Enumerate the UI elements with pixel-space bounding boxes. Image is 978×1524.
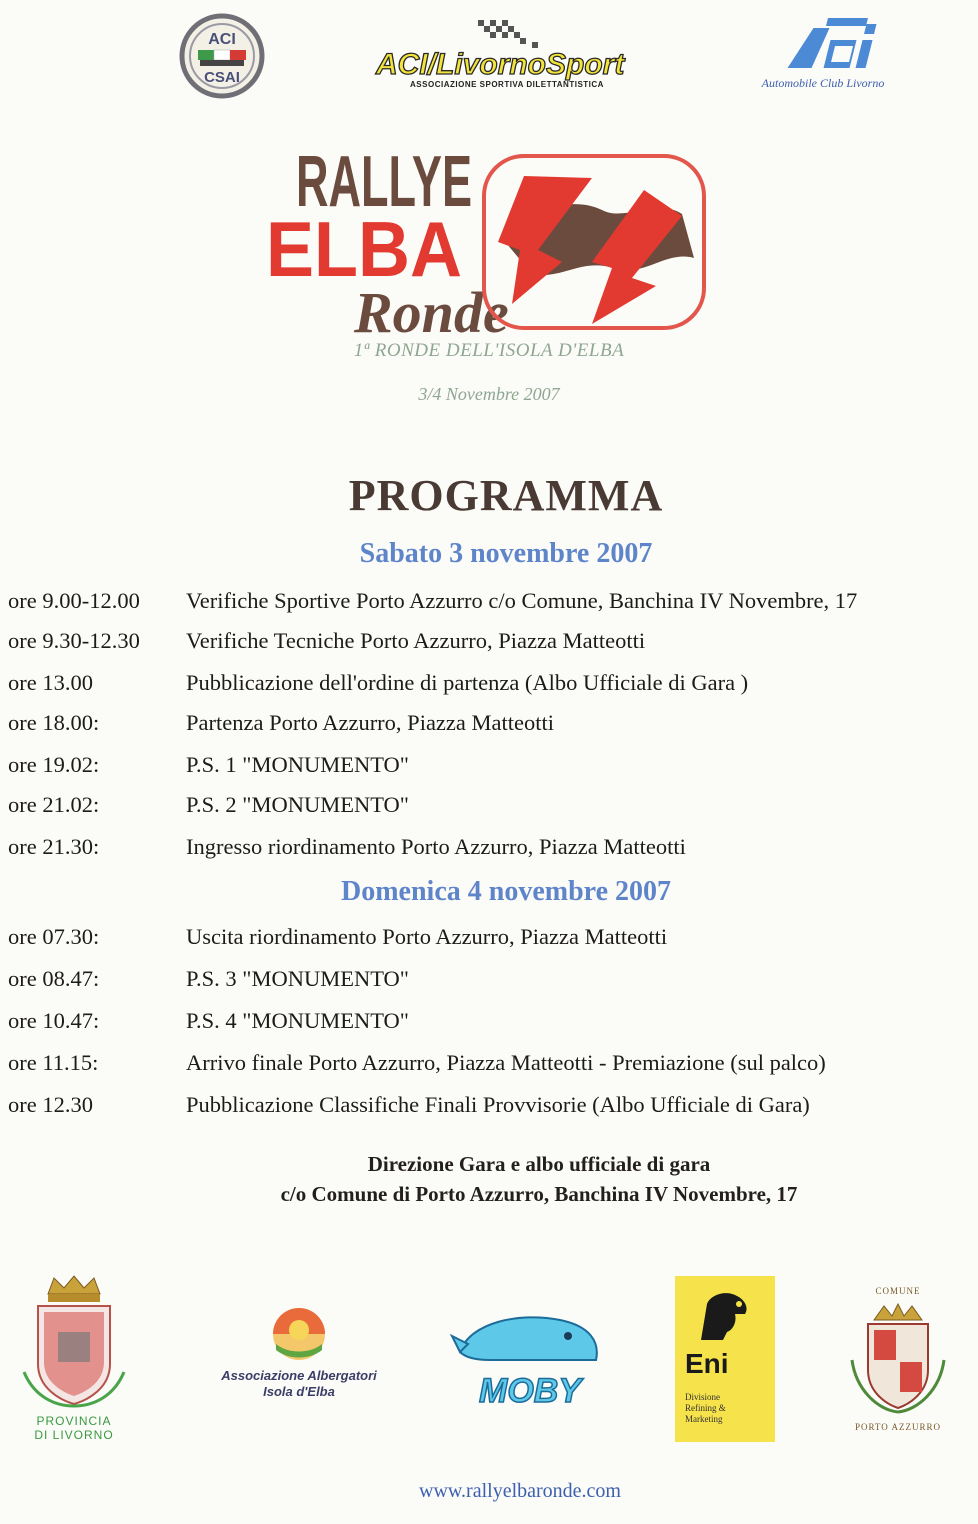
schedule-time: ore 9.30-12.30 — [8, 628, 140, 653]
schedule-row — [0, 1050, 978, 1084]
associazione-albergatori-logo — [196, 1300, 402, 1410]
schedule-desc: P.S. 2 "MONUMENTO" — [186, 792, 409, 817]
schedule-time: ore 12.30 — [8, 1092, 93, 1117]
schedule-time: ore 18.00: — [8, 710, 100, 735]
schedule-time: ore 11.15: — [8, 1050, 99, 1075]
schedule-desc: Verifiche Sportive Porto Azzurro c/o Comune, Banchina IV Novembre, 17 — [186, 588, 858, 613]
svg-text:ACI: ACI — [208, 31, 236, 48]
moby-logo — [450, 1302, 610, 1412]
schedule-time: ore 07.30: — [8, 924, 100, 949]
schedule-time: ore 21.30: — [8, 834, 100, 859]
aci-livorno-sport-logo — [370, 14, 640, 94]
eni-caption — [685, 1392, 769, 1425]
day-heading-sunday: Domenica 4 novembre 2007 — [341, 876, 671, 907]
svg-text:RALLYE: RALLYE — [296, 142, 472, 222]
svg-text:MOBY: MOBY — [479, 1372, 581, 1410]
schedule-time: ore 10.47: — [8, 1008, 100, 1033]
svg-text:ELBA: ELBA — [266, 205, 462, 293]
comune-caption-top: COMUNE — [875, 1286, 921, 1296]
schedule-desc: P.S. 1 "MONUMENTO" — [186, 752, 409, 777]
schedule-desc: Uscita riordinamento Porto Azzurro, Piazza Matteotti — [186, 924, 668, 949]
schedule-time: ore 21.02: — [8, 792, 100, 817]
aci-automobile-club-livorno-logo — [730, 10, 910, 96]
livorno-sport-caption: ASSOCIAZIONE SPORTIVA DILETTANTISTICA — [410, 80, 604, 89]
schedule-row — [0, 966, 978, 1000]
schedule-desc: Ingresso riordinamento Porto Azzurro, Piazza Matteotti — [186, 834, 686, 859]
comune-porto-azzurro-logo — [844, 1286, 952, 1436]
provincia-caption-line2: DI LIVORNO — [34, 1428, 114, 1442]
eni-logo — [675, 1276, 775, 1442]
schedule-time: ore 08.47: — [8, 966, 100, 991]
schedule-row — [0, 628, 978, 662]
schedule-row — [0, 1008, 978, 1042]
aci-livorno-caption: Automobile Club Livorno — [761, 76, 885, 90]
footer-note-line2: c/o Comune di Porto Azzurro, Banchina IV Novembre, 17 — [280, 1182, 798, 1206]
aci-csai-logo — [178, 12, 266, 100]
albergatori-caption-line2: Isola d'Elba — [263, 1384, 335, 1399]
svg-text:Ronde: Ronde — [354, 280, 509, 345]
schedule-time: ore 13.00 — [8, 670, 93, 695]
schedule-row — [0, 1092, 978, 1126]
provincia-di-livorno-logo — [14, 1272, 134, 1450]
eni-caption-line: Refining & — [685, 1403, 726, 1413]
website-url[interactable]: www.rallyelbaronde.com — [419, 1480, 621, 1502]
eni-brand: Eni — [685, 1348, 729, 1379]
schedule-time: ore 9.00-12.00 — [8, 588, 140, 613]
svg-text:ACI/LivornoSport: ACI/LivornoSport — [376, 48, 625, 81]
schedule-row — [0, 792, 978, 826]
schedule-time: ore 19.02: — [8, 752, 100, 777]
event-subtitle: 1ª RONDE DELL'ISOLA D'ELBA — [353, 340, 625, 361]
schedule-row — [0, 710, 978, 744]
footer-note-line1: Direzione Gara e albo ufficiale di gara — [367, 1152, 711, 1176]
schedule-row — [0, 670, 978, 704]
schedule-desc: Arrivo finale Porto Azzurro, Piazza Matteotti - Premiazione (sul palco) — [186, 1050, 826, 1075]
day-heading-saturday: Sabato 3 novembre 2007 — [359, 538, 653, 569]
programma-title: PROGRAMMA — [348, 471, 664, 520]
event-dates: 3/4 Novembre 2007 — [418, 384, 560, 404]
schedule-row — [0, 752, 978, 786]
eni-caption-line: Divisione — [685, 1392, 720, 1402]
rally-elba-ronde-logo — [262, 118, 718, 350]
schedule-desc: Partenza Porto Azzurro, Piazza Matteotti — [186, 710, 554, 735]
schedule-row — [0, 588, 978, 622]
comune-caption-bottom: PORTO AZZURRO — [854, 1422, 942, 1432]
eni-caption-line: Marketing — [685, 1414, 723, 1424]
schedule-row — [0, 924, 978, 958]
schedule-desc: Pubblicazione Classifiche Finali Provvisorie (Albo Ufficiale di Gara) — [186, 1092, 810, 1117]
svg-text:CSAI: CSAI — [204, 69, 240, 86]
schedule-row — [0, 834, 978, 868]
schedule-desc: P.S. 4 "MONUMENTO" — [186, 1008, 409, 1033]
schedule-desc: Verifiche Tecniche Porto Azzurro, Piazza Matteotti — [186, 628, 646, 653]
schedule-desc: Pubblicazione dell'ordine di partenza (Albo Ufficiale di Gara ) — [186, 670, 749, 695]
provincia-caption-line1: PROVINCIA — [36, 1414, 112, 1428]
schedule-desc: P.S. 3 "MONUMENTO" — [186, 966, 409, 991]
albergatori-caption-line1: Associazione Albergatori — [221, 1368, 377, 1383]
